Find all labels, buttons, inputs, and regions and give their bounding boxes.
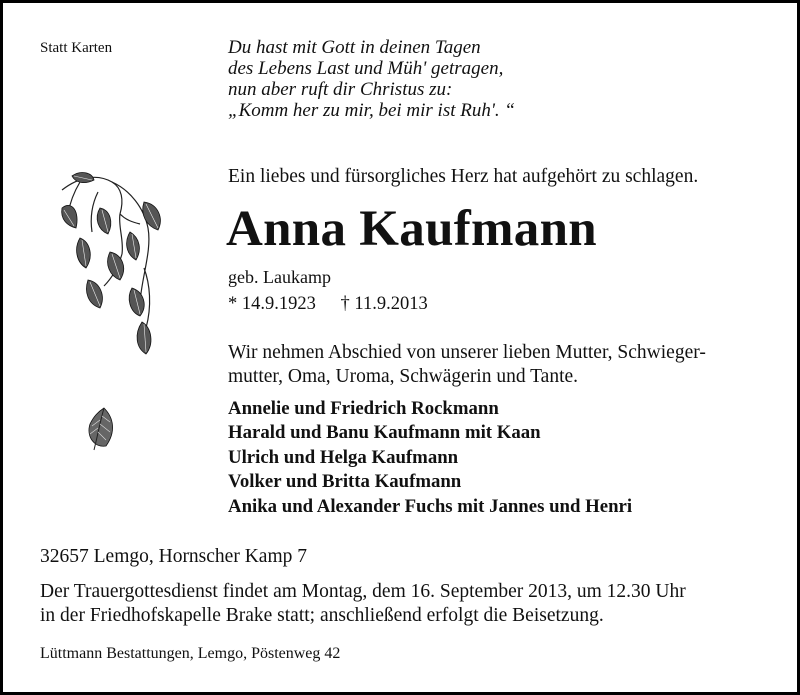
farewell-line: mutter, Oma, Uroma, Schwägerin und Tante. [228,366,579,387]
verse-line: nun aber ruft dir Christus zu: [228,79,453,100]
mourner-entry: Volker und Britta Kaufmann [228,471,462,493]
birch-branch-illustration [60,168,170,368]
mourner-entry: Ulrich und Helga Kaufmann [228,446,459,468]
service-info [40,580,686,628]
leaf-icon [84,406,120,452]
mourners-list [228,397,632,519]
mourner-entry: Annelie und Friedrich Rockmann [228,398,499,419]
farewell-line: Wir nehmen Abschied von unserer lieben Mutter, Schwieger- [228,342,706,363]
farewell-text [228,341,706,389]
verse-line: „Komm her zu mir, bei mir ist Ruh'. “ [228,100,515,121]
statt-karten-label: Statt Karten [40,40,113,56]
verse-line: Du hast mit Gott in deinen Tagen [228,37,481,58]
birth-name: geb. Laukamp [228,267,331,287]
service-line: Der Trauergottesdienst findet am Montag, dem 16. September 2013, um 12.30 Uhr [40,581,686,602]
birth-date: * 14.9.1923 [228,294,316,314]
lead-text: Ein liebes und fürsorgliches Herz hat aufgehört zu schlagen. [228,166,699,187]
verse-line: des Lebens Last und Müh' getragen, [228,58,504,79]
death-date: † 11.9.2013 [340,294,428,314]
mourning-address: 32657 Lemgo, Hornscher Kamp 7 [40,546,307,567]
mourner-entry: Anika und Alexander Fuchs mit Jannes und Henri [228,495,633,517]
mourner-entry: Harald und Banu Kaufmann mit Kaan [228,422,541,444]
funeral-home: Lüttmann Bestattungen, Lemgo, Pöstenweg 42 [40,645,341,662]
life-dates [228,294,428,315]
verse [228,37,515,121]
service-line: in der Friedhofskapelle Brake statt; anschließend erfolgt die Beisetzung. [40,605,604,626]
deceased-name: Anna Kaufmann [226,201,597,257]
